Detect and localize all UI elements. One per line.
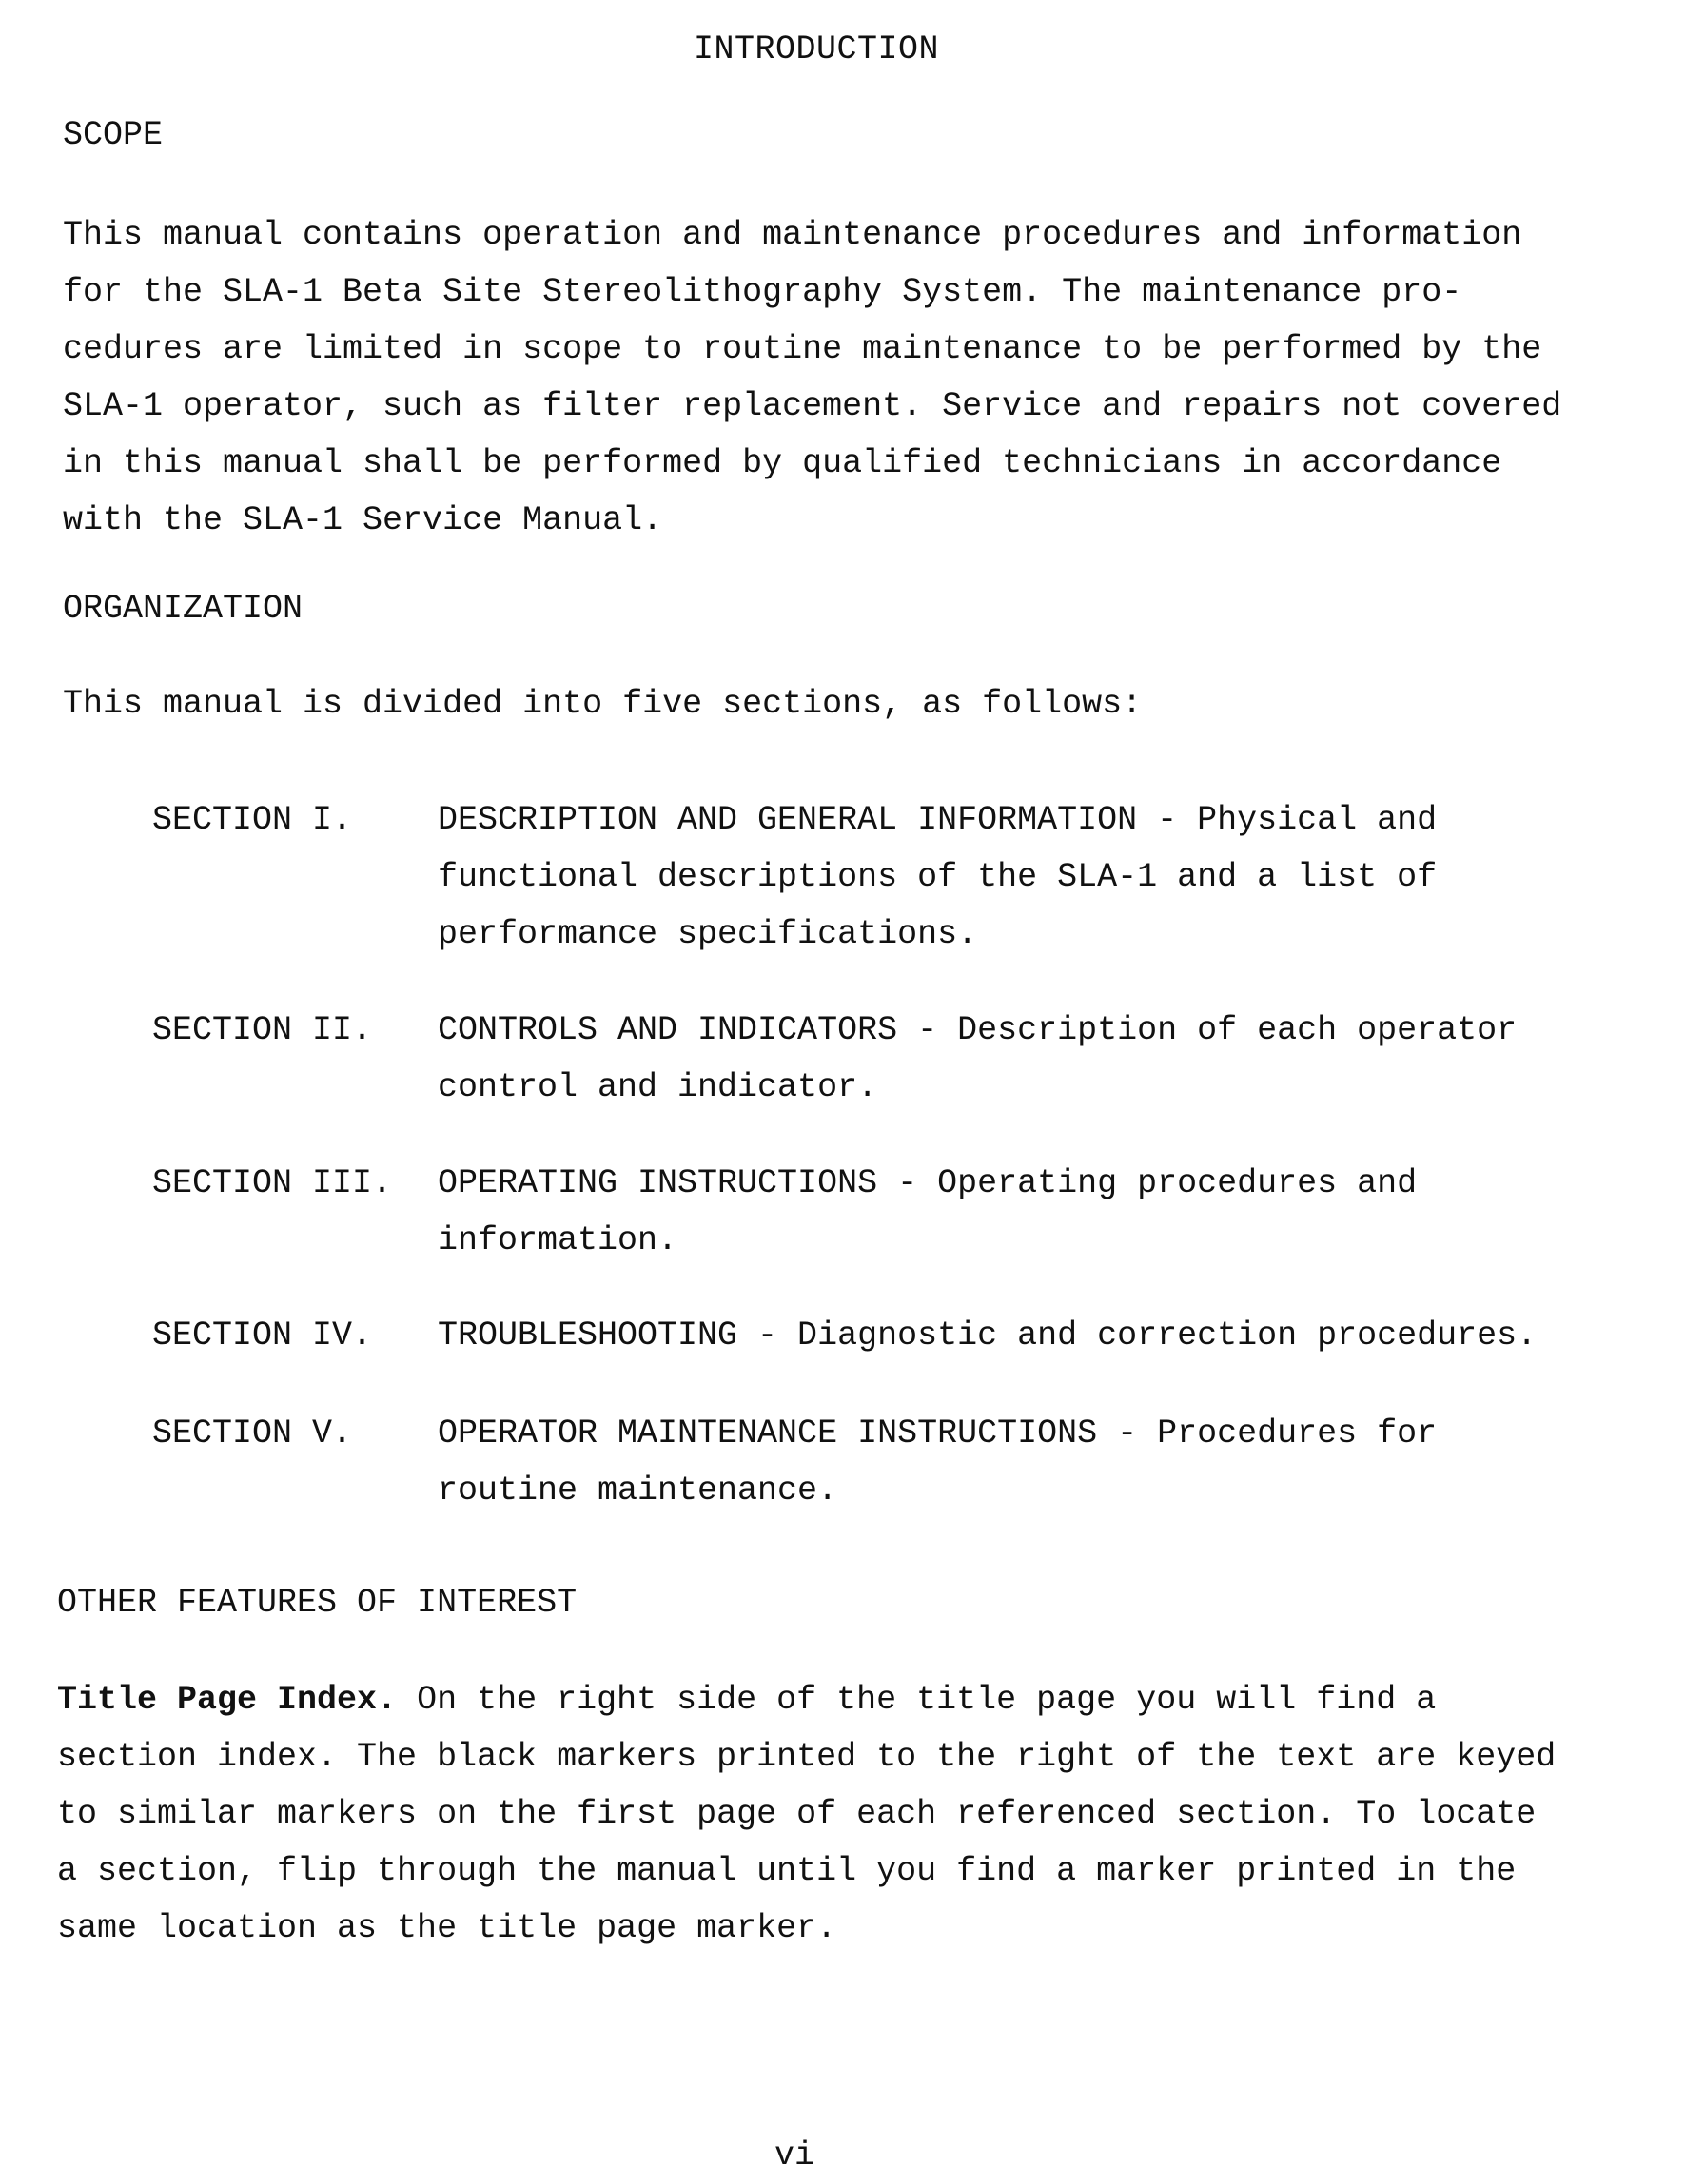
page-title: INTRODUCTION [0,21,1633,78]
section-description: OPERATOR MAINTENANCE INSTRUCTIONS - Procedures for routine maintenance. [438,1405,1560,1519]
section-description: DESCRIPTION AND GENERAL INFORMATION - Physical and functional descriptions of the SLA-1 and a list of performance specifications. [438,791,1560,963]
section-entry [152,1307,1560,1364]
section-description: OPERATING INSTRUCTIONS - Operating procedures and information. [438,1155,1560,1269]
title-page-index-lead: Title Page Index. [57,1681,397,1719]
section-label: SECTION V. [152,1405,438,1519]
document-page [0,0,1705,2184]
section-label: SECTION III. [152,1155,438,1269]
section-entry [152,1405,1560,1519]
section-label: SECTION II. [152,1002,438,1116]
other-features-paragraph [57,1671,1560,1957]
other-features-body: On the right side of the title page you will find a section index. The black markers printed to the right of the text are keyed to similar markers on the first page of each referenced section. To locate a section, flip through the manual until you find a marker printed in the same location as the title page marker. [57,1681,1556,1947]
section-description: CONTROLS AND INDICATORS - Description of each operator control and indicator. [438,1002,1560,1116]
section-entry [152,1002,1560,1116]
section-label: SECTION I. [152,791,438,963]
organization-intro: This manual is divided into five sections, as follows: [63,675,1566,732]
scope-heading: SCOPE [63,107,163,164]
section-entry [152,791,1560,963]
other-features-heading: OTHER FEATURES OF INTEREST [57,1574,577,1631]
section-entry [152,1155,1560,1269]
section-description: TROUBLESHOOTING - Diagnostic and correction procedures. [438,1307,1560,1364]
page-number: vi [0,2127,1589,2184]
organization-heading: ORGANIZATION [63,580,303,637]
section-label: SECTION IV. [152,1307,438,1364]
scope-paragraph: This manual contains operation and maintenance procedures and information for the SLA-1 Beta Site Stereolithography System. The maintenance pro- cedures are limited in scope to routine maintenance to be performed by the SLA-1 operator, such as filter replacement. Service and repairs not covered in this manual shall be performed by qualified technicians in accordance with the SLA-1 Service Manual. [63,206,1566,549]
